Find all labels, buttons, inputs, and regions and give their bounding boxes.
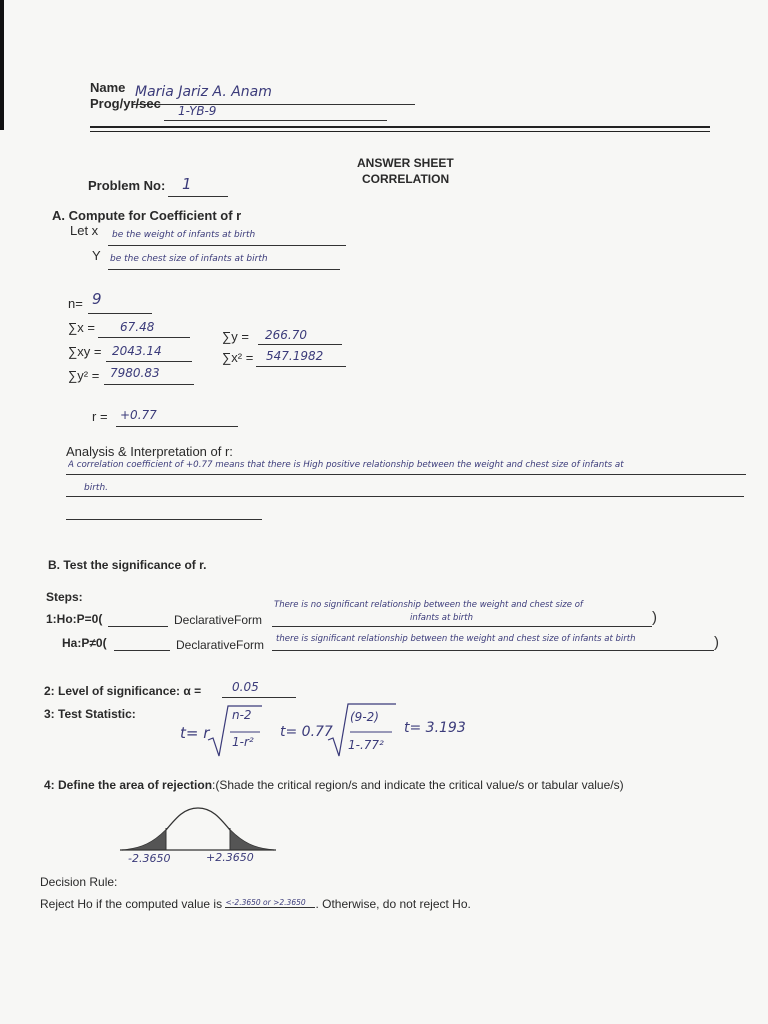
- y-value: be the chest size of infants at birth: [110, 254, 268, 264]
- steps-label: Steps:: [46, 590, 83, 604]
- reject-value: <-2.3650 or >2.3650: [225, 898, 315, 908]
- sum-x2-value: 547.1982: [266, 349, 324, 363]
- sum-x2-label: ∑x² =: [222, 350, 254, 365]
- test-statistic-label: 3: Test Statistic:: [44, 707, 136, 721]
- analysis-underline-3: [66, 519, 262, 520]
- left-rejection-region: [122, 830, 166, 850]
- n-underline: [88, 313, 152, 314]
- ho-declarative-form: DeclarativeForm: [174, 613, 263, 627]
- los-underline: [222, 697, 296, 698]
- n-label: n=: [68, 296, 83, 311]
- ha-gap-line: [114, 650, 170, 651]
- letx-underline: [108, 245, 346, 246]
- name-underline: [132, 104, 415, 105]
- ho-close-paren: ): [652, 609, 657, 626]
- title-line2: CORRELATION: [362, 172, 450, 186]
- sum-x-value: 67.48: [120, 320, 155, 334]
- rejection-row: [44, 778, 624, 792]
- normal-curve-diagram: [118, 800, 278, 856]
- r-value: +0.77: [120, 408, 157, 422]
- t-result: t= 3.193: [404, 720, 466, 736]
- sum-xy-value: 2043.14: [112, 344, 162, 358]
- name-value: Maria Jariz A. Anam: [135, 84, 272, 100]
- header-rule-1: [90, 126, 710, 128]
- problem-label: Problem No:: [88, 178, 166, 193]
- header-rule-2: [90, 131, 710, 132]
- sum-y-value: 266.70: [265, 328, 307, 342]
- analysis-underline-2: [66, 496, 744, 497]
- analysis-line1: A correlation coefficient of +0.77 means that there is High positive relationship between the weight and chest size of infants at: [68, 460, 624, 470]
- ha-declarative-form: DeclarativeForm: [176, 638, 265, 652]
- reject-rule-row: [40, 897, 471, 911]
- t-substituted-denominator: 1-.77²: [348, 738, 384, 752]
- r-label: r =: [92, 409, 108, 424]
- ho-underline: [272, 626, 652, 627]
- critical-value-left: -2.3650: [128, 852, 171, 865]
- sum-y-label: ∑y =: [222, 329, 249, 344]
- decision-rule-label: Decision Rule:: [40, 875, 118, 889]
- sum-xy-label: ∑xy =: [68, 344, 102, 359]
- right-rejection-region: [230, 830, 274, 850]
- sum-y-underline: [258, 344, 342, 345]
- ho-label: 1:Ho:P=0(: [46, 612, 103, 626]
- sum-x-label: ∑x =: [68, 320, 95, 335]
- rejection-note: :(Shade the critical region/s and indicate the critical value/s or tabular value/s): [212, 778, 624, 792]
- analysis-line2: birth.: [84, 483, 109, 493]
- problem-value: 1: [182, 175, 192, 193]
- critical-value-right: +2.3650: [206, 851, 254, 864]
- sum-x2-underline: [256, 366, 346, 367]
- sum-y2-underline: [104, 384, 194, 385]
- title-line1: ANSWER SHEET: [357, 156, 454, 170]
- letx-label: Let x: [70, 223, 99, 238]
- t-formula-denominator: 1-r²: [232, 735, 254, 749]
- prog-value: 1-YB-9: [178, 104, 217, 118]
- letx-value: be the weight of infants at birth: [112, 230, 256, 240]
- y-label: Y: [92, 248, 101, 263]
- reject-suffix: . Otherwise, do not reject Ho.: [315, 897, 471, 911]
- sum-y2-label: ∑y² =: [68, 368, 100, 383]
- ha-close-paren: ): [714, 634, 719, 651]
- t-formula-numerator: n-2: [232, 708, 252, 722]
- rejection-label: 4: Define the area of rejection: [44, 778, 213, 792]
- problem-underline: [168, 196, 228, 197]
- t-substituted-prefix: t= 0.77: [280, 724, 333, 740]
- ha-label: Ha:P≠0(: [62, 636, 107, 650]
- ho-gap-line: [108, 626, 168, 627]
- sum-xy-underline: [106, 361, 192, 362]
- sum-y2-value: 7980.83: [110, 366, 160, 380]
- n-value: 9: [92, 290, 102, 308]
- section-a-heading: A. Compute for Coefficient of r: [52, 208, 242, 223]
- prog-label: Prog/yr/sec: [90, 96, 161, 111]
- y-underline: [108, 269, 340, 270]
- ho-text-line2: infants at birth: [410, 613, 474, 623]
- name-label: Name: [90, 80, 126, 95]
- los-label: 2: Level of significance: α =: [44, 684, 202, 698]
- section-b-heading: B. Test the significance of r.: [48, 558, 207, 572]
- los-value: 0.05: [232, 680, 259, 694]
- t-formula-prefix: t= r: [180, 724, 210, 742]
- r-underline: [116, 426, 238, 427]
- scan-edge-mark: [0, 0, 4, 130]
- analysis-underline-1: [66, 474, 746, 475]
- ha-underline: [272, 650, 714, 651]
- ha-text: there is significant relationship between the weight and chest size of infants at birth: [276, 634, 636, 644]
- t-substituted-numerator: (9-2): [350, 710, 379, 724]
- reject-prefix: Reject Ho if the computed value is: [40, 897, 223, 911]
- ho-text-line1: There is no significant relationship between the weight and chest size of: [274, 600, 583, 610]
- sum-x-underline: [98, 337, 190, 338]
- prog-underline: [164, 120, 387, 121]
- analysis-label: Analysis & Interpretation of r:: [66, 444, 233, 459]
